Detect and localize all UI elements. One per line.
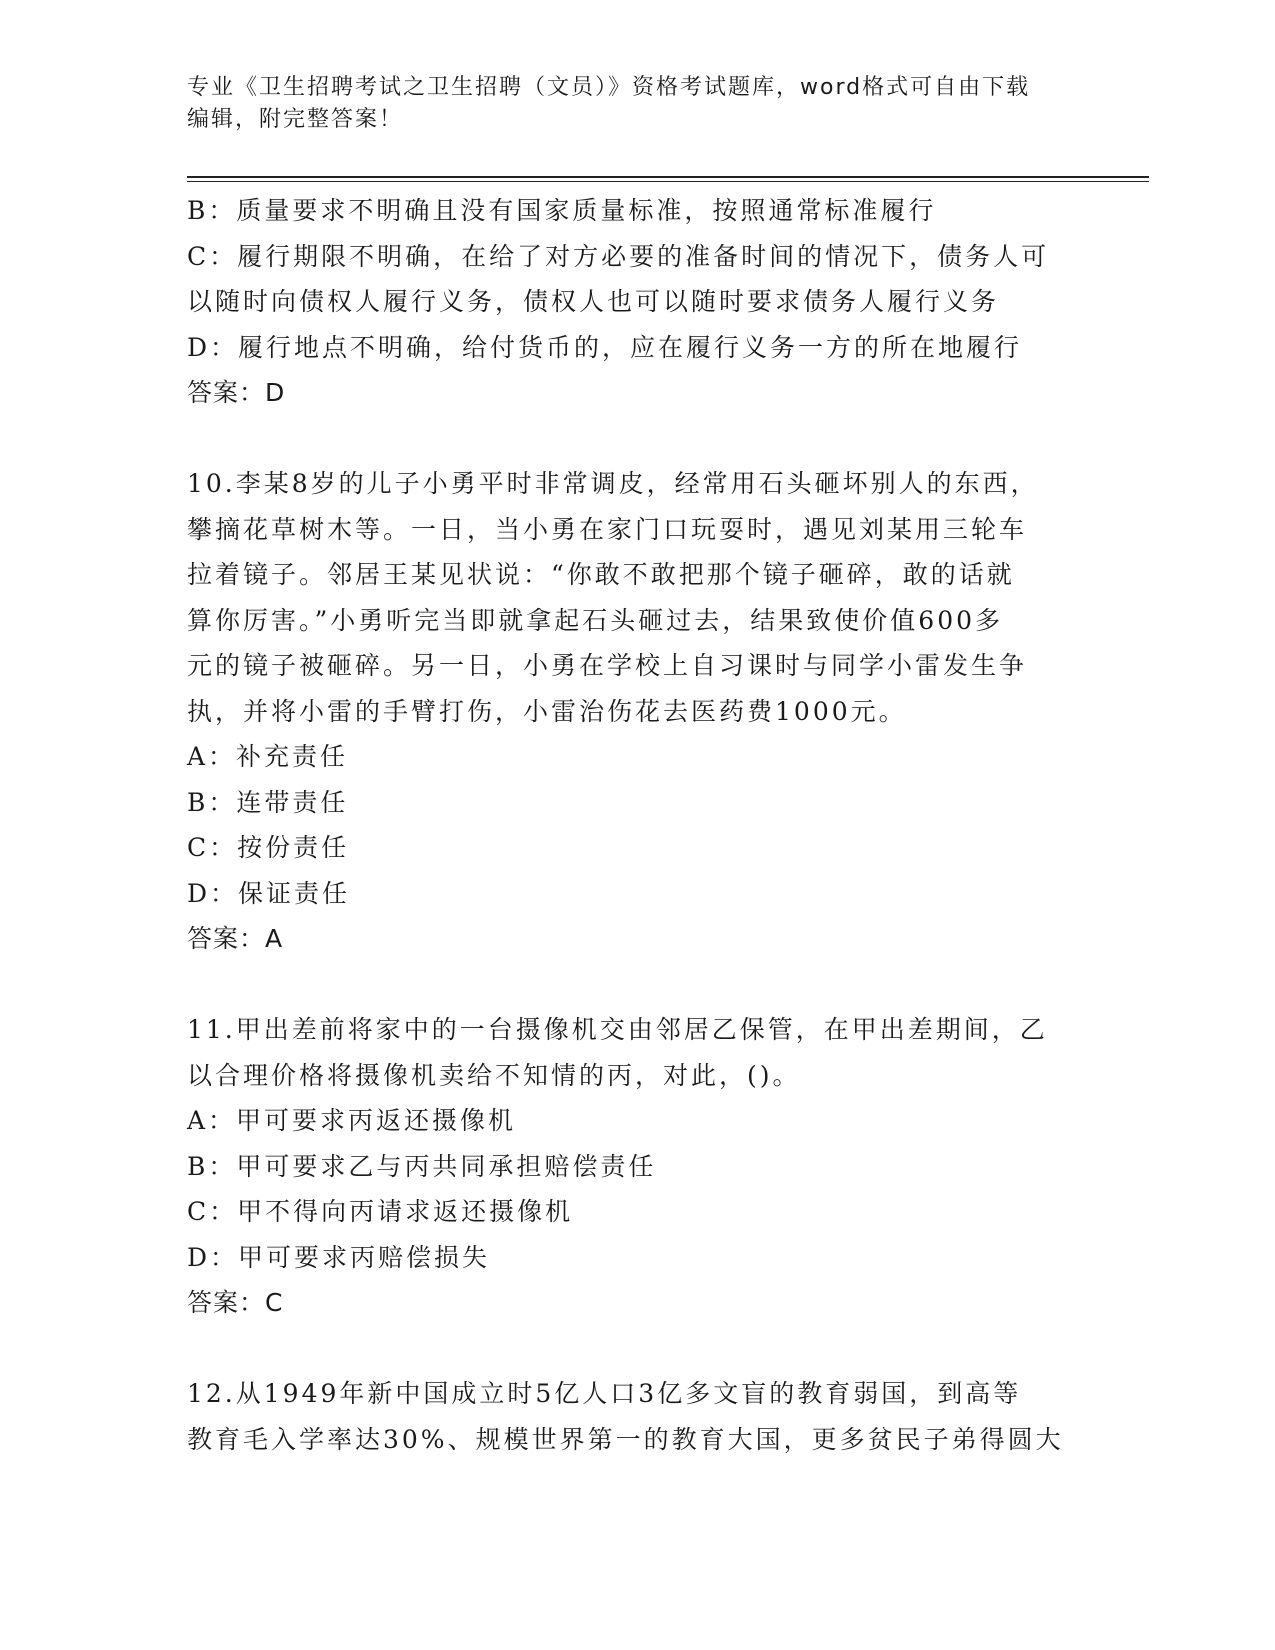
option-c: C：甲不得向丙请求返还摄像机 <box>187 1197 574 1226</box>
option-d: D：甲可要求丙赔偿损失 <box>187 1242 491 1272</box>
header-line-1: 专业《卫生招聘考试之卫生招聘（文员）》资格考试题库，word格式可自由下载 <box>187 75 1031 100</box>
question-12-block <box>187 1371 1087 1462</box>
question-stem: 以合理价格将摄像机卖给不知情的丙，对此，()。 <box>187 1060 801 1090</box>
question-stem: 12.从1949年新中国成立时5亿人口3亿多文盲的教育弱国，到高等 <box>187 1379 1022 1408</box>
option-b: B：质量要求不明确且没有国家质量标准，按照通常标准履行 <box>187 196 937 225</box>
option-d: D：履行地点不明确，给付货币的，应在履行义务一方的所在地履行 <box>187 332 1023 362</box>
question-stem: 攀摘花草树木等。一日，当小勇在家门口玩耍时，遇见刘某用三轮车 <box>187 514 1028 544</box>
document-header <box>187 72 1087 136</box>
header-line-2: 编辑，附完整答案！ <box>187 107 404 132</box>
question-stem: 教育毛入学率达30%、规模世界第一的教育大国，更多贫民子弟得圆大 <box>187 1424 1064 1454</box>
spacer <box>187 1326 1087 1372</box>
header-rule-thin <box>187 181 1149 182</box>
option-a: A：甲可要求丙返还摄像机 <box>187 1106 517 1135</box>
option-c-continued: 以随时向债权人履行义务，债权人也可以随时要求债务人履行义务 <box>187 287 1000 316</box>
option-a: A：补充责任 <box>187 742 349 771</box>
question-11-block <box>187 1007 1087 1326</box>
answer: 答案：C <box>187 1288 284 1317</box>
spacer <box>187 962 1087 1008</box>
question-stem: 11.甲出差前将家中的一台摄像机交由邻居乙保管，在甲出差期间，乙 <box>187 1015 1048 1044</box>
question-stem: 执，并将小雷的手臂打伤，小雷治伤花去医药费1000元。 <box>187 696 907 726</box>
question-9-block <box>187 188 1087 416</box>
spacer <box>187 416 1087 462</box>
header-rule-thick <box>187 176 1149 178</box>
document-body <box>187 188 1087 1462</box>
answer: 答案：D <box>187 378 286 407</box>
question-10-block <box>187 461 1087 962</box>
option-b: B：连带责任 <box>187 787 349 817</box>
question-stem: 元的镜子被砸碎。另一日，小勇在学校上自习课时与同学小雷发生争 <box>187 651 1028 680</box>
option-b: B：甲可要求乙与丙共同承担赔偿责任 <box>187 1151 657 1181</box>
option-c: C：履行期限不明确，在给了对方必要的准备时间的情况下，债务人可 <box>187 241 1050 271</box>
answer: 答案：A <box>187 924 284 953</box>
question-stem: 10.李某8岁的儿子小勇平时非常调皮，经常用石头砸坏别人的东西， <box>187 469 1039 498</box>
question-stem: 拉着镜子。邻居王某见状说：“你敢不敢把那个镜子砸碎，敢的话就 <box>187 560 1015 589</box>
option-d: D：保证责任 <box>187 878 351 908</box>
option-c: C：按份责任 <box>187 833 350 862</box>
question-stem: 算你厉害。”小勇听完当即就拿起石头砸过去，结果致使价值600多 <box>187 605 1004 635</box>
